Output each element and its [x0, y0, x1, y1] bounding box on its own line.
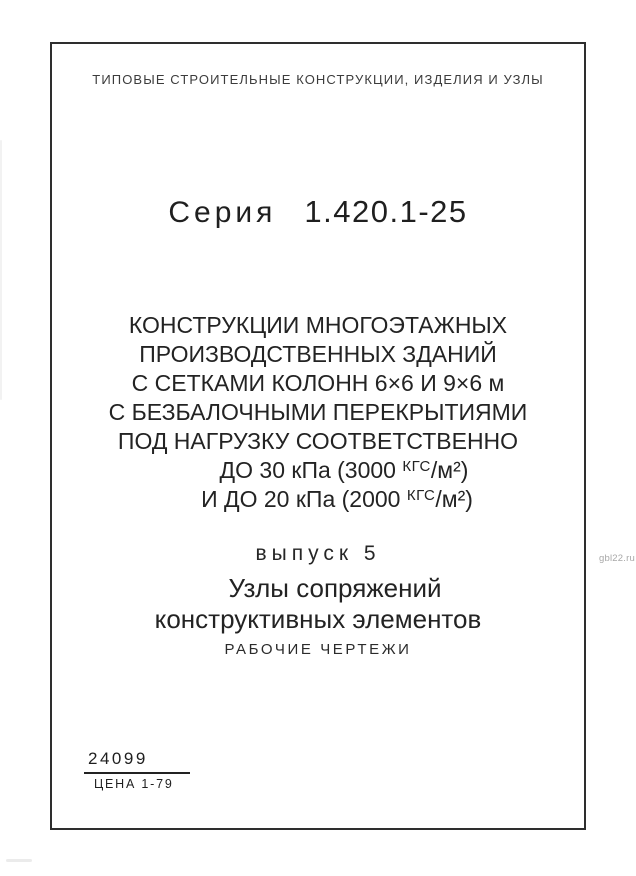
title-line-2: ПРОИЗВОДСТВЕННЫХ ЗДАНИЙ: [139, 341, 497, 367]
document-type-label: РАБОЧИЕ ЧЕРТЕЖИ: [224, 641, 412, 658]
series-number: 1.420.1-25: [304, 194, 468, 229]
series-label: Серия: [168, 196, 277, 229]
title-line-load-2: [50, 485, 586, 514]
load-2-post: /м²): [435, 486, 473, 512]
subtitle-line-1: Узлы сопряжений: [228, 573, 442, 603]
scan-artifact: [6, 859, 32, 862]
issue-number: выпуск 5: [255, 542, 381, 565]
title-line-load-1: [50, 456, 586, 485]
catalog-code: 24099: [84, 749, 190, 774]
main-title-block: [50, 311, 586, 514]
document-category-header: ТИПОВЫЕ СТРОИТЕЛЬНЫЕ КОНСТРУКЦИИ, ИЗДЕЛИЯ И УЗЛЫ: [92, 72, 544, 87]
price-label: ЦЕНА 1-79: [94, 777, 174, 791]
title-line-4: С БЕЗБАЛОЧНЫМИ ПЕРЕКРЫТИЯМИ: [108, 399, 528, 425]
title-line-3: С СЕТКАМИ КОЛОНН 6×6 И 9×6 м: [131, 370, 505, 396]
load-1-post: /м²): [430, 457, 469, 483]
subtitle-line-2: конструктивных элементов: [154, 604, 482, 634]
site-watermark: gbl22.ru: [599, 553, 635, 564]
load-2-unit-sup: КГС: [406, 487, 436, 504]
footer-price-block: [84, 749, 190, 791]
scan-artifact: [0, 140, 2, 400]
load-1-unit-sup: КГС: [402, 458, 431, 475]
load-1-pre: ДО 30 кПа (3000: [219, 457, 403, 483]
load-2-pre: И ДО 20 кПа (2000: [201, 486, 407, 512]
title-line-1: КОНСТРУКЦИИ МНОГОЭТАЖНЫХ: [128, 312, 508, 338]
series-title: [50, 194, 586, 230]
title-line-5: ПОД НАГРУЗКУ СООТВЕТСТВЕННО: [117, 428, 519, 454]
subtitle-block: [50, 573, 586, 635]
